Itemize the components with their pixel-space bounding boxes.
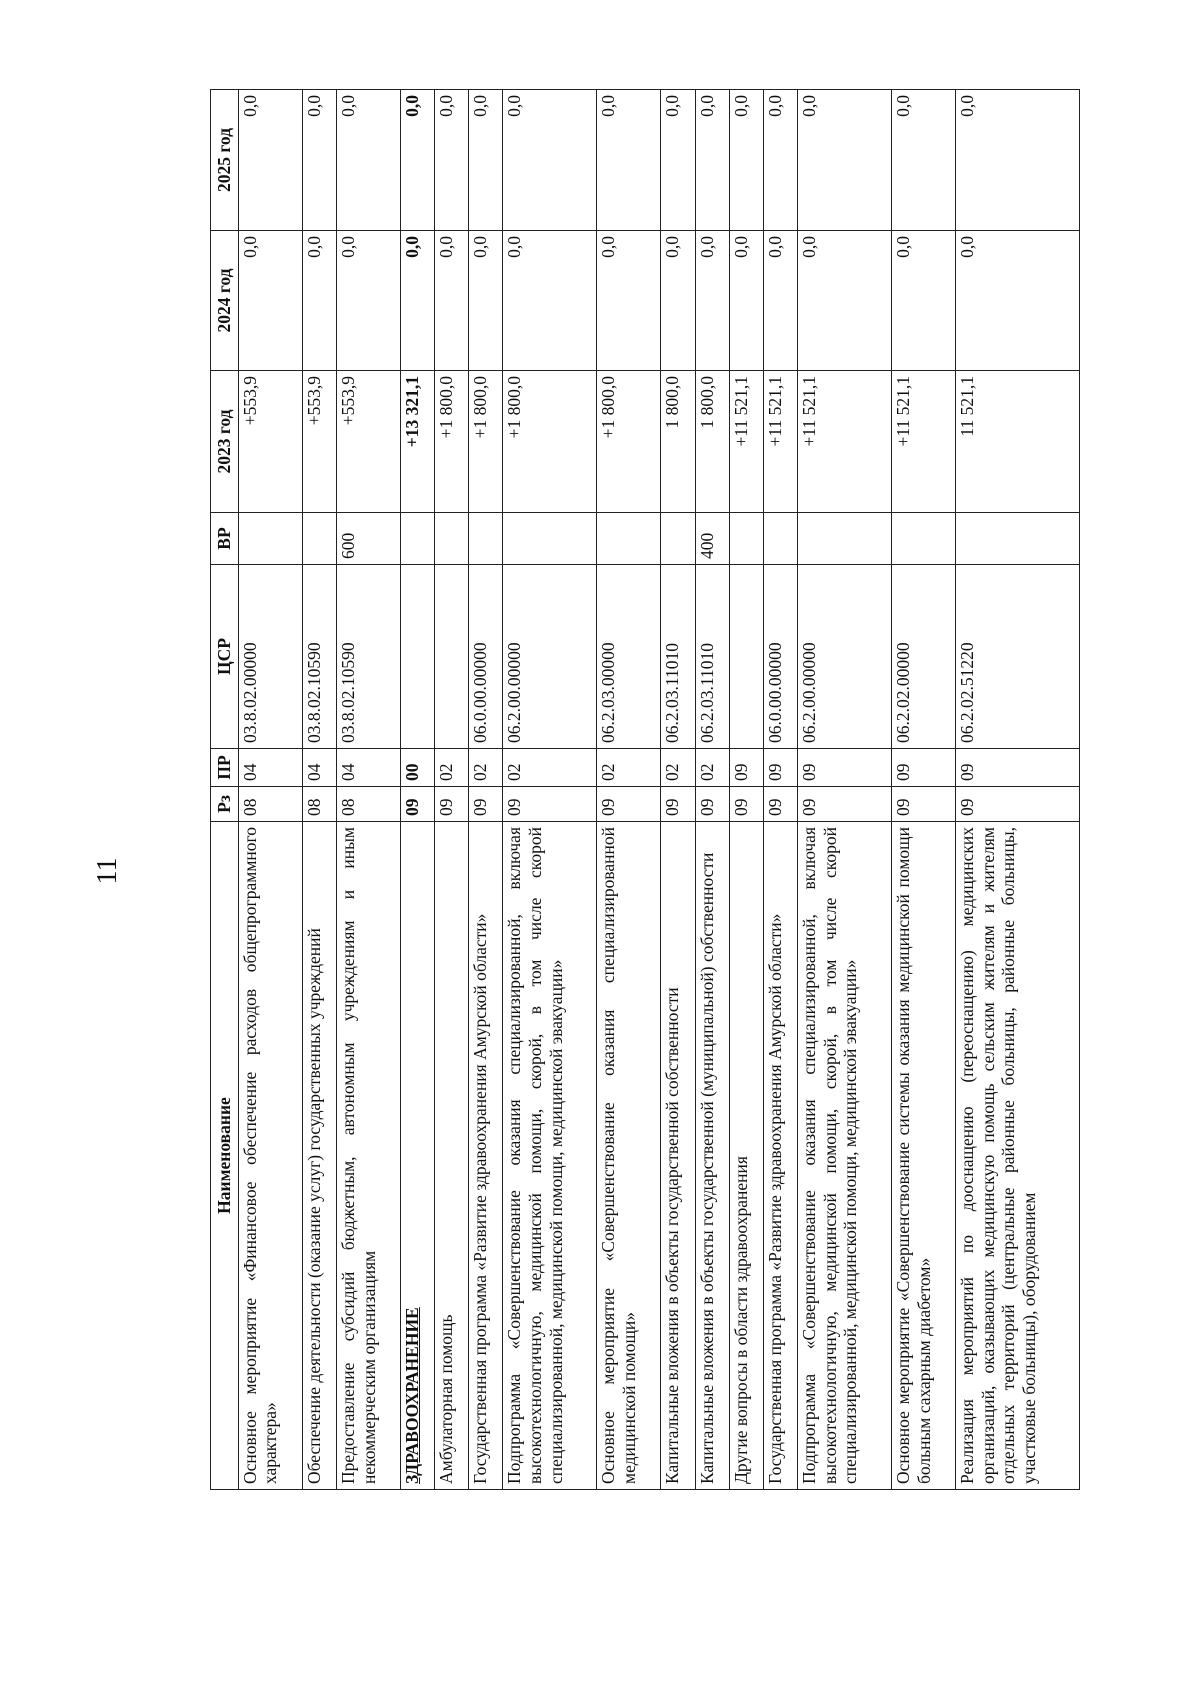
row-vr-cell: [503, 513, 597, 565]
row-pr-cell: 02: [503, 749, 597, 787]
row-2023-cell: 1 800,0: [661, 371, 695, 513]
row-csr-cell: 06.0.00.00000: [469, 565, 503, 749]
row-name-cell: Государственная программа «Развитие здравоохранения Амурской области»: [764, 822, 798, 1490]
row-pr-cell: 09: [764, 749, 798, 787]
row-name-cell: Предоставление субсидий бюджетным, автономным учреждениям и иным некоммерческим организациям: [336, 822, 400, 1490]
header-2025: 2025 год: [211, 90, 239, 231]
row-rz-cell: 09: [661, 787, 695, 822]
row-2025-cell: 0,0: [597, 90, 661, 231]
row-vr-cell: [892, 513, 956, 565]
table-header-row: [211, 90, 239, 1490]
row-name-cell: Амбулаторная помощь: [435, 822, 469, 1490]
row-rz-cell: 09: [956, 787, 1080, 822]
row-csr-cell: 06.2.03.11010: [695, 565, 729, 749]
row-2023-cell: 11 521,1: [956, 371, 1080, 513]
row-name-cell: Обеспечение деятельности (оказание услуг) государственных учреждений: [302, 822, 336, 1490]
row-2024-cell: 0,0: [661, 231, 695, 371]
row-2025-cell: 0,0: [729, 90, 763, 231]
row-vr-cell: [956, 513, 1080, 565]
row-2024-cell: 0,0: [764, 231, 798, 371]
row-2025-cell: 0,0: [764, 90, 798, 231]
row-2025-cell: 0,0: [798, 90, 892, 231]
row-rz-cell: 09: [469, 787, 503, 822]
row-2024-cell: 0,0: [469, 231, 503, 371]
row-pr-cell: 09: [956, 749, 1080, 787]
row-name-cell: Основное мероприятие «Совершенствование оказания специализированной медицинской помощи»: [597, 822, 661, 1490]
row-csr-cell: 06.2.00.00000: [503, 565, 597, 749]
row-name-cell: Основное мероприятие «Финансовое обеспечение расходов общепрограммного характера»: [238, 822, 302, 1490]
row-rz-cell: 08: [302, 787, 336, 822]
header-vr: ВР: [211, 513, 239, 565]
row-2024-cell: 0,0: [435, 231, 469, 371]
row-name-cell: Основное мероприятие «Совершенствование системы оказания медицинской помощи больным сахарным диабетом»: [892, 822, 956, 1490]
row-2023-cell: +553,9: [238, 371, 302, 513]
row-csr-cell: [729, 565, 763, 749]
row-name-cell: Капитальные вложения в объекты государственной собственности: [661, 822, 695, 1490]
row-pr-cell: 02: [469, 749, 503, 787]
row-csr-cell: [400, 565, 434, 749]
row-vr-cell: [597, 513, 661, 565]
table-row: [503, 90, 597, 1490]
row-2025-cell: 0,0: [435, 90, 469, 231]
row-pr-cell: 09: [798, 749, 892, 787]
row-2025-cell: 0,0: [469, 90, 503, 231]
row-2024-cell: 0,0: [798, 231, 892, 371]
row-2024-cell: 0,0: [503, 231, 597, 371]
table-row: [469, 90, 503, 1490]
row-vr-cell: [400, 513, 434, 565]
row-vr-cell: [764, 513, 798, 565]
row-2024-cell: 0,0: [597, 231, 661, 371]
row-pr-cell: 04: [336, 749, 400, 787]
table-row: [302, 90, 336, 1490]
row-pr-cell: 04: [238, 749, 302, 787]
row-2025-cell: 0,0: [503, 90, 597, 231]
row-2023-cell: +1 800,0: [597, 371, 661, 513]
header-2024: 2024 год: [211, 231, 239, 371]
row-rz-cell: 09: [764, 787, 798, 822]
row-pr-cell: 02: [695, 749, 729, 787]
table-row: [661, 90, 695, 1490]
table-row: [435, 90, 469, 1490]
row-rz-cell: 09: [729, 787, 763, 822]
table-row: [956, 90, 1080, 1490]
row-2025-cell: 0,0: [238, 90, 302, 231]
row-2024-cell: 0,0: [892, 231, 956, 371]
row-pr-cell: 02: [435, 749, 469, 787]
table-row: [892, 90, 956, 1490]
row-name-cell: ЗДРАВООХРАНЕНИЕ: [400, 822, 434, 1490]
row-rz-cell: 09: [435, 787, 469, 822]
table-row: [695, 90, 729, 1490]
row-pr-cell: 09: [729, 749, 763, 787]
table-row: [238, 90, 302, 1490]
row-csr-cell: 06.2.02.00000: [892, 565, 956, 749]
budget-table: [210, 89, 1080, 1490]
row-csr-cell: [435, 565, 469, 749]
table-row: [729, 90, 763, 1490]
row-csr-cell: 03.8.02.00000: [238, 565, 302, 749]
row-name-cell: Подпрограмма «Совершенствование оказания специализированной, включая высокотехнологичную, медицинской помощи, скорой, в том числе скорой специализированной, медицинской помощи, медицинской эвакуации»: [798, 822, 892, 1490]
row-csr-cell: 03.8.02.10590: [336, 565, 400, 749]
page-number: 11: [92, 857, 123, 885]
table-row: [400, 90, 434, 1490]
row-pr-cell: 04: [302, 749, 336, 787]
row-vr-cell: [798, 513, 892, 565]
row-rz-cell: 09: [503, 787, 597, 822]
row-name-cell: Другие вопросы в области здравоохранения: [729, 822, 763, 1490]
row-rz-cell: 09: [798, 787, 892, 822]
row-2023-cell: +13 321,1: [400, 371, 434, 513]
row-2024-cell: 0,0: [956, 231, 1080, 371]
row-2023-cell: +553,9: [302, 371, 336, 513]
header-csr: ЦСР: [211, 565, 239, 749]
row-2023-cell: 1 800,0: [695, 371, 729, 513]
row-2025-cell: 0,0: [302, 90, 336, 231]
row-vr-cell: [238, 513, 302, 565]
row-rz-cell: 09: [892, 787, 956, 822]
row-vr-cell: [302, 513, 336, 565]
row-csr-cell: 06.2.03.00000: [597, 565, 661, 749]
table-row: [597, 90, 661, 1490]
row-2025-cell: 0,0: [661, 90, 695, 231]
row-2025-cell: 0,0: [336, 90, 400, 231]
row-name-cell: Реализация мероприятий по дооснащению (переоснащению) медицинских организаций, оказывающих медицинскую помощь сельским жителям и жителям отдельных территорий (центральные районные больницы, районные больницы, участковые больницы), оборудованием: [956, 822, 1080, 1490]
row-pr-cell: 02: [597, 749, 661, 787]
rotated-table-frame: [210, 90, 1080, 1490]
row-csr-cell: 06.0.00.00000: [764, 565, 798, 749]
row-2025-cell: 0,0: [695, 90, 729, 231]
row-rz-cell: 09: [695, 787, 729, 822]
row-2023-cell: +11 521,1: [729, 371, 763, 513]
row-2024-cell: 0,0: [302, 231, 336, 371]
row-2024-cell: 0,0: [729, 231, 763, 371]
row-name-cell: Государственная программа «Развитие здравоохранения Амурской области»: [469, 822, 503, 1490]
row-name-cell: Подпрограмма «Совершенствование оказания специализированной, включая высокотехнологичную, медицинской помощи, скорой, в том числе скорой специализированной, медицинской помощи, медицинской эвакуации»: [503, 822, 597, 1490]
row-csr-cell: 06.2.02.51220: [956, 565, 1080, 749]
row-csr-cell: 03.8.02.10590: [302, 565, 336, 749]
table-row: [798, 90, 892, 1490]
row-rz-cell: 08: [336, 787, 400, 822]
row-rz-cell: 09: [400, 787, 434, 822]
row-2023-cell: +1 800,0: [503, 371, 597, 513]
table-row: [764, 90, 798, 1490]
row-vr-cell: 600: [336, 513, 400, 565]
row-rz-cell: 08: [238, 787, 302, 822]
row-2023-cell: +11 521,1: [764, 371, 798, 513]
header-name: Наименование: [211, 822, 239, 1490]
table-row: [336, 90, 400, 1490]
row-2023-cell: +11 521,1: [798, 371, 892, 513]
row-pr-cell: 09: [892, 749, 956, 787]
row-vr-cell: [469, 513, 503, 565]
row-vr-cell: [661, 513, 695, 565]
row-2024-cell: 0,0: [695, 231, 729, 371]
header-pr: ПР: [211, 749, 239, 787]
row-2023-cell: +11 521,1: [892, 371, 956, 513]
row-csr-cell: 06.2.00.00000: [798, 565, 892, 749]
row-2024-cell: 0,0: [400, 231, 434, 371]
header-rz: Рз: [211, 787, 239, 822]
row-2025-cell: 0,0: [892, 90, 956, 231]
row-pr-cell: 00: [400, 749, 434, 787]
row-rz-cell: 09: [597, 787, 661, 822]
row-name-cell: Капитальные вложения в объекты государственной (муниципальной) собственности: [695, 822, 729, 1490]
row-2025-cell: 0,0: [400, 90, 434, 231]
header-2023: 2023 год: [211, 371, 239, 513]
row-vr-cell: [435, 513, 469, 565]
row-csr-cell: 06.2.03.11010: [661, 565, 695, 749]
row-pr-cell: 02: [661, 749, 695, 787]
row-vr-cell: [729, 513, 763, 565]
row-2023-cell: +553,9: [336, 371, 400, 513]
table-container: [210, 90, 1080, 1490]
row-2023-cell: +1 800,0: [469, 371, 503, 513]
row-2025-cell: 0,0: [956, 90, 1080, 231]
row-2023-cell: +1 800,0: [435, 371, 469, 513]
row-2024-cell: 0,0: [336, 231, 400, 371]
table-body: [238, 90, 1079, 1490]
row-vr-cell: 400: [695, 513, 729, 565]
row-2024-cell: 0,0: [238, 231, 302, 371]
